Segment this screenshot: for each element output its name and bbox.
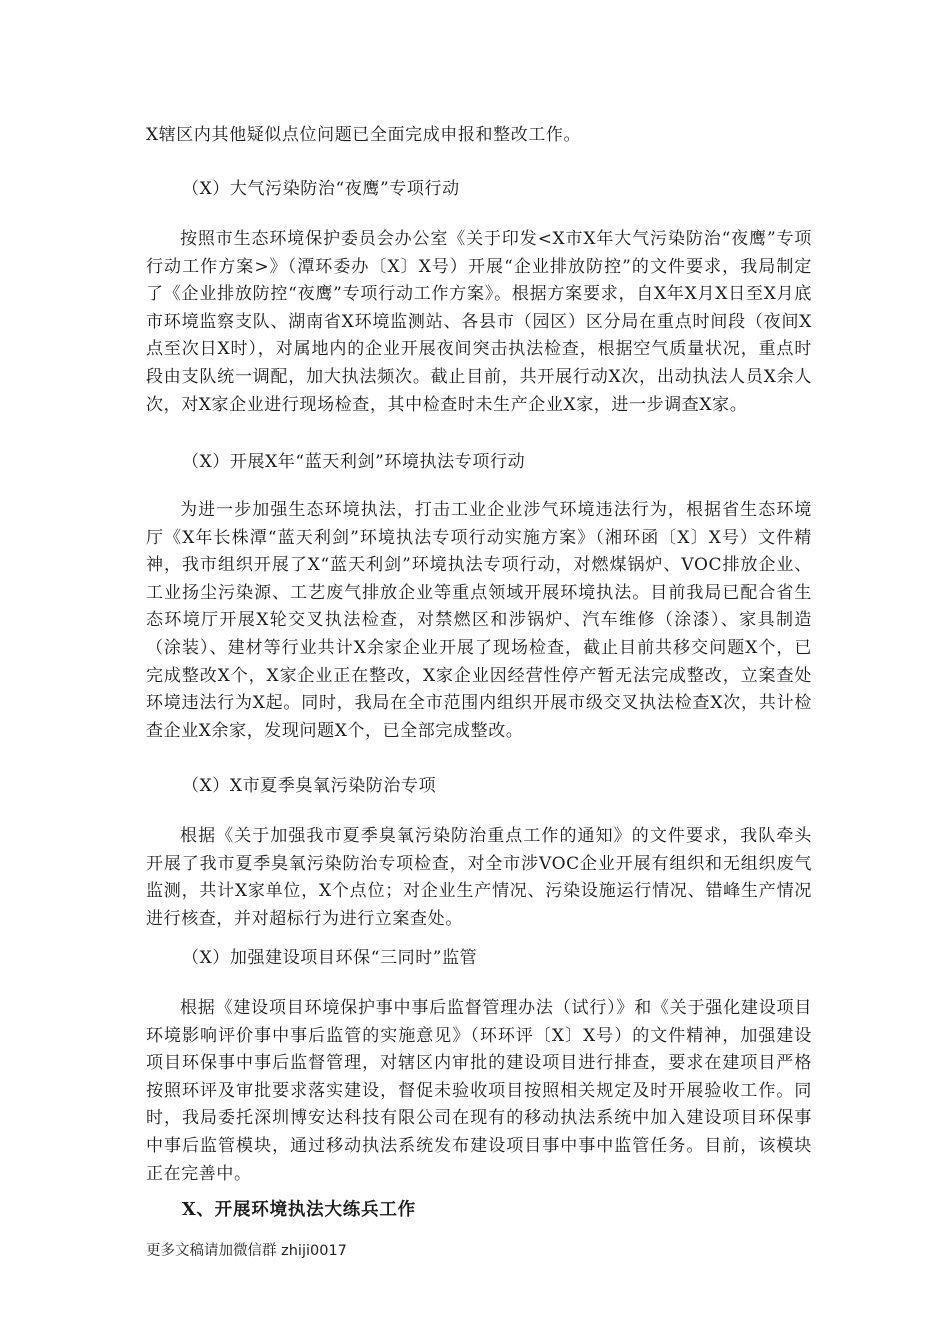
section-body-ozone: 根据《关于加强我市夏季臭氧污染防治重点工作的通知》的文件要求，我队牵头开展了我市夏季臭氧污染防治专项检查，对全市涉VOC企业开展有组织和无组织废气监测，共计X家单位，X个点位；对企业生产情况、污染设施运行情况、错峰生产情况进行核查，并对超标行为进行立案查处。 [146,826,812,929]
section-body-three-simultaneous: 根据《建设项目环境保护事中事后监督管理办法（试行）》和《关于强化建设项目环境影响评价事中事后监管的实施意见》（环环评〔X〕X号）的文件精神，加强建设项目环保事中事后监督管理，对辖区内审批的建设项目进行排查，要求在建项目严格按照环评及审批要求落实建设，督促未验收项目按照相关规定及时开展验收工作。同时，我局委托深圳博安达科技有限公司在现有的移动执法系统中加入建设项目环保事中事后监管模块，通过移动执法系统发布建设项目事中事中监管任务。目前，该模块正在完善中。 [146,998,812,1184]
section-heading-night-hawk: （X）大气污染防治“夜鹰”专项行动 [182,179,460,199]
section-body-blue-sky: 为进一步加强生态环境执法，打击工业企业涉气环境违法行为，根据省生态环境厅《X年长株潭“蓝天利剑”环境执法专项行动实施方案》（湘环函〔X〕X号）文件精神，我市组织开展了X“蓝天利剑”环境执法专项行动，对燃煤锅炉、VOC排放企业、工业扬尘污染源、工艺废气排放企业等重点领域开展环境执法。目前我局已配合省生态环境厅开展X轮交叉执法检查，对禁燃区和涉锅炉、汽车维修（涂漆）、家具制造（涂装）、建材等行业共计X余家企业开展了现场检查，截止目前共移交问题X个，已完成整改X个，X家企业正在整改，X家企业因经营性停产暂无法完成整改，立案查处环境违法行为X起。同时，我局在全市范围内组织开展市级交叉执法检查X次，共计检查企业X余家，发现问题X个，已全部完成整改。 [146,500,812,741]
footer-note: 更多文稿请加微信群 zhiji0017 [146,1243,347,1259]
intro-paragraph: X辖区内其他疑似点位问题已全面完成申报和整改工作。 [146,125,582,145]
section-title-training: X、开展环境执法大练兵工作 [182,1200,416,1220]
section-heading-ozone: （X）X市夏季臭氧污染防治专项 [182,776,437,796]
section-body-night-hawk: 按照市生态环境保护委员会办公室《关于印发<X市X年大气污染防治“夜鹰”专项行动工作方案>》（潭环委办〔X〕X号）开展“企业排放防控”的文件要求，我局制定了《企业排放防控“夜鹰”专项行动工作方案》。根据方案要求，自X年X月X日至X月底市环境监察支队、湖南省X环境监测站、各县市（园区）区分局在重点时间段（夜间X点至次日X时），对属地内的企业开展夜间突击执法检查，根据空气质量状况，重点时段由支队统一调配，加大执法频次。截止目前，共开展行动X次，出动执法人员X余人次，对X家企业进行现场检查，其中检查时未生产企业X家，进一步调查X家。 [146,229,812,415]
section-heading-blue-sky: （X）开展X年“蓝天利剑”环境执法专项行动 [182,452,526,472]
section-heading-three-simultaneous: （X）加强建设项目环保“三同时”监管 [182,948,478,968]
